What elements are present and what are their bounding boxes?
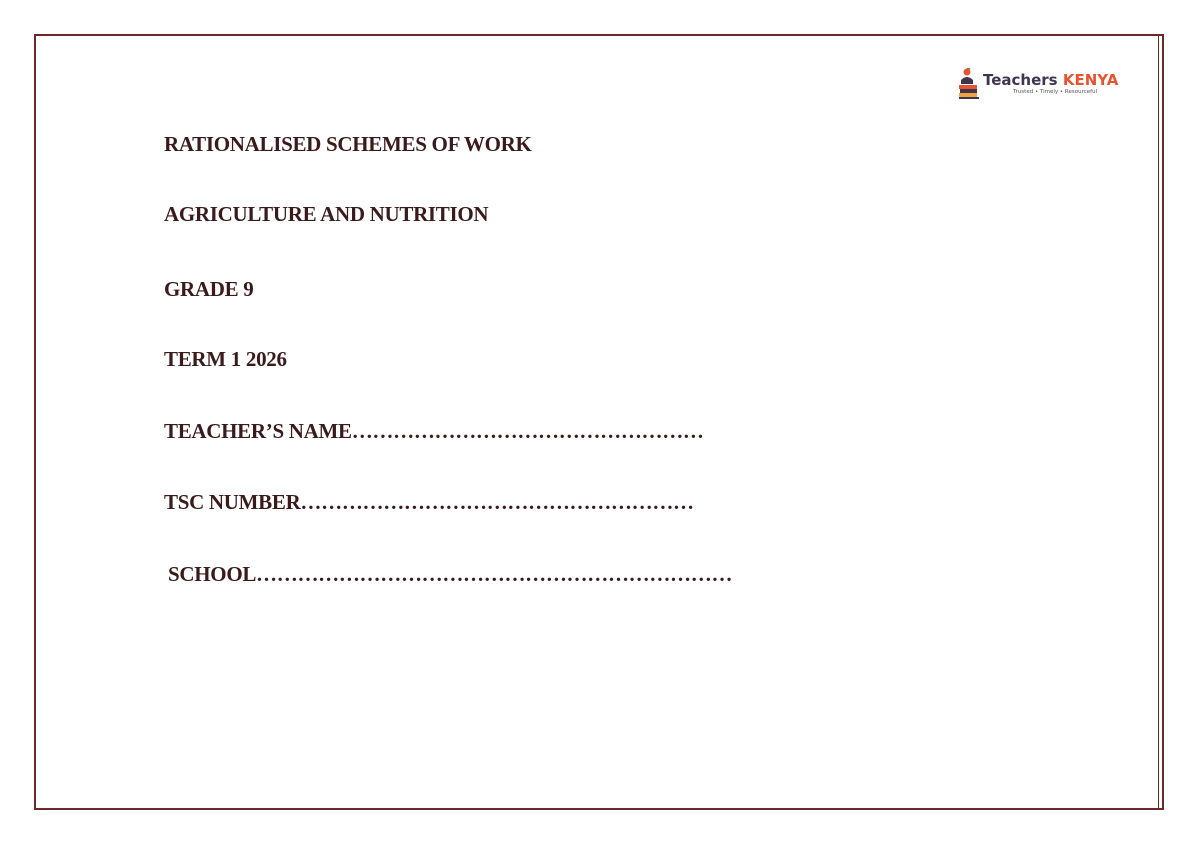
teachers-kenya-logo (958, 68, 1118, 100)
logo-brand-primary: Teachers (983, 70, 1058, 89)
document-title: RATIONALISED SCHEMES OF WORK (164, 132, 532, 156)
grade-heading: GRADE 9 (164, 277, 254, 301)
term-heading: TERM 1 2026 (164, 347, 287, 371)
teacher-books-icon (958, 68, 980, 100)
teacher-name-field: TEACHER’S NAME…………………………………………… (164, 419, 704, 443)
logo-tagline: Trusted • Timely • Resourceful (1013, 88, 1098, 95)
subject-heading: AGRICULTURE AND NUTRITION (164, 202, 489, 226)
school-field: SCHOOL…………………………………………………………… (168, 562, 733, 586)
logo-brand-accent: KENYA (1062, 70, 1119, 89)
logo-wordmark (983, 70, 1119, 89)
tsc-number-field: TSC NUMBER………………………………………………… (164, 490, 694, 514)
